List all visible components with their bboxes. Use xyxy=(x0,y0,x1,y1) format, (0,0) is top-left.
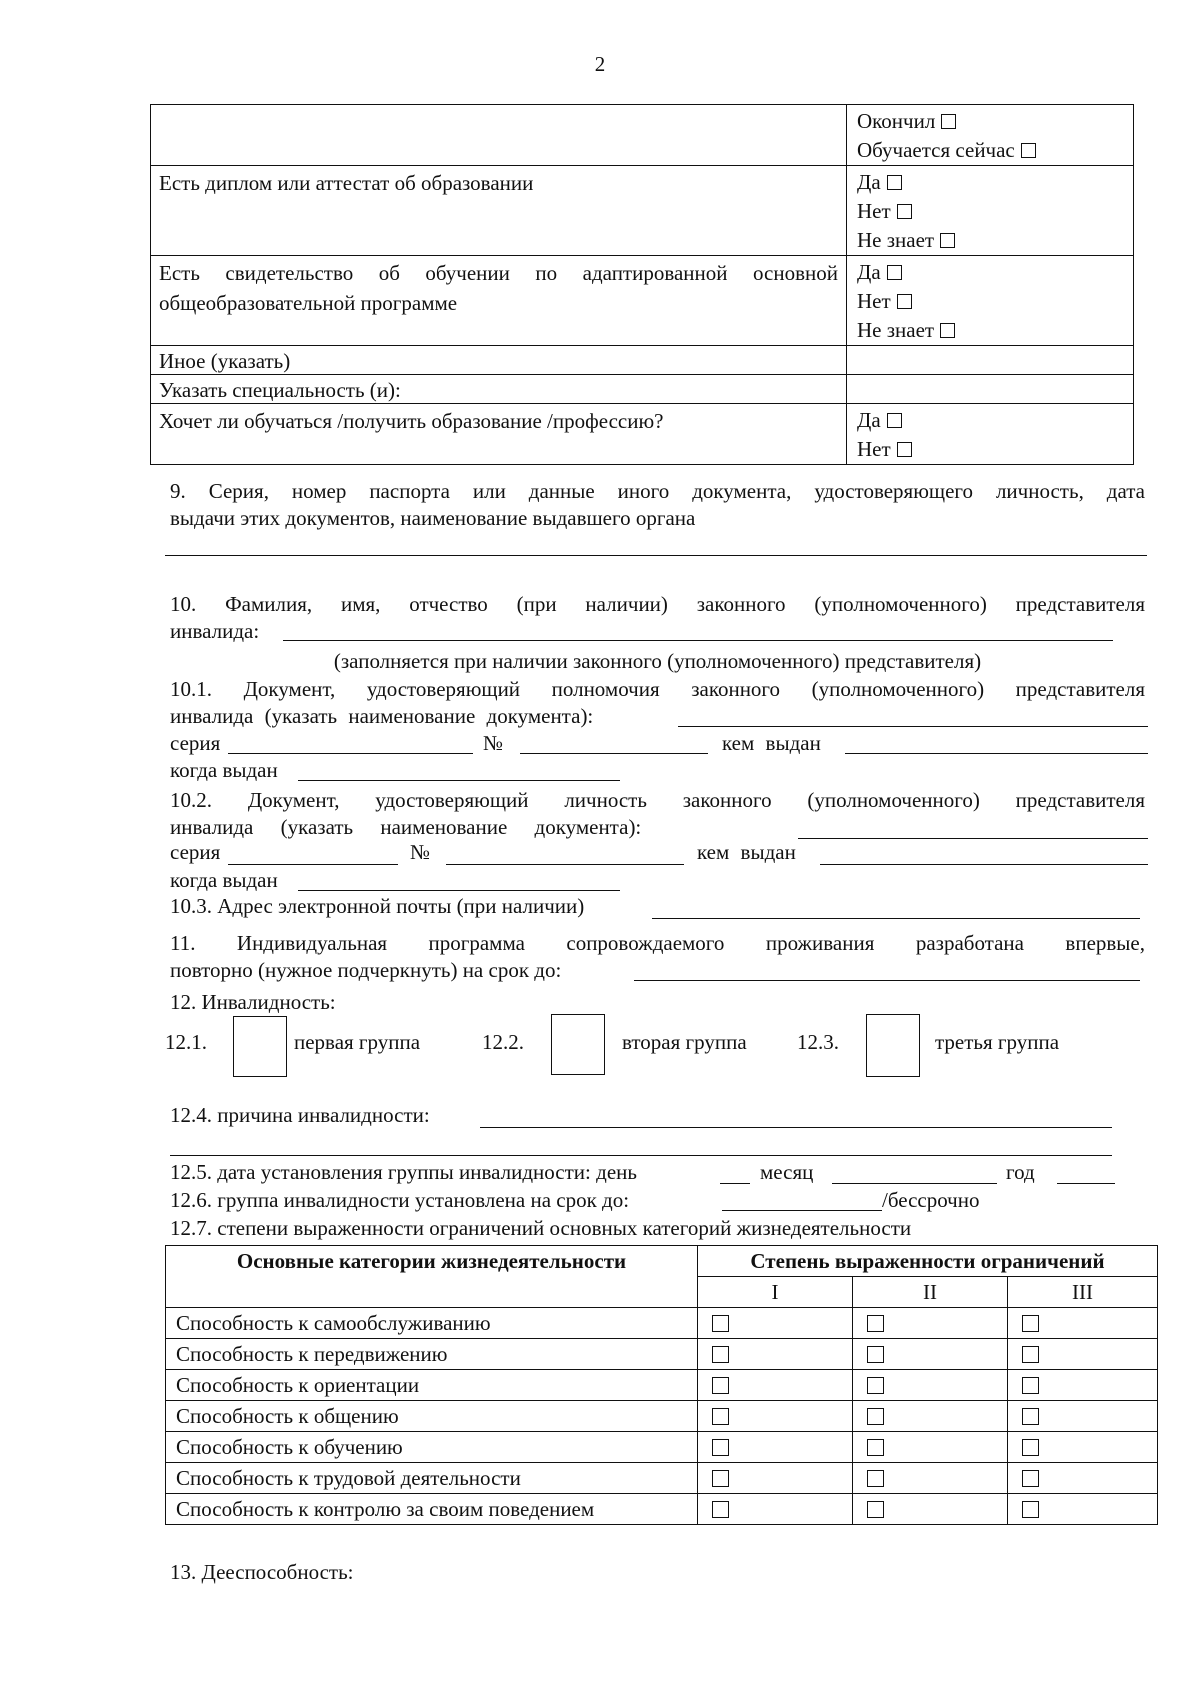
diploma-label: Есть диплом или аттестат об образовании xyxy=(151,166,847,256)
wants-education-label: Хочет ли обучаться /получить образование /профессию? xyxy=(151,404,847,465)
behavior-degree-2-checkbox[interactable] xyxy=(867,1501,884,1518)
degree-1-header: I xyxy=(698,1277,853,1308)
page-number: 2 xyxy=(594,52,606,76)
group-1-checkbox[interactable] xyxy=(233,1016,287,1077)
communication-degree-1-checkbox[interactable] xyxy=(712,1408,729,1425)
behavior-degree-3-checkbox[interactable] xyxy=(1022,1501,1039,1518)
degree-2-header: II xyxy=(853,1277,1008,1308)
year-input[interactable] xyxy=(1057,1183,1115,1184)
section-10-3-label: 10.3. Адрес электронной почты (при наличии) xyxy=(170,894,585,918)
studying-now-checkbox[interactable] xyxy=(1021,143,1036,158)
issued-when-label-2: когда выдан xyxy=(170,868,278,892)
self-care-degree-3-checkbox[interactable] xyxy=(1022,1315,1039,1332)
limitations-table xyxy=(165,1245,1158,1525)
issued-when-input-1[interactable] xyxy=(298,780,620,781)
representative-name-line[interactable] xyxy=(283,640,1113,641)
wants-no-checkbox[interactable] xyxy=(897,442,912,457)
work-degree-2-checkbox[interactable] xyxy=(867,1470,884,1487)
group-3-number: 12.3. xyxy=(797,1030,839,1054)
number-input-2[interactable] xyxy=(446,864,684,865)
finished-checkbox[interactable] xyxy=(941,114,956,129)
learning-degree-1-checkbox[interactable] xyxy=(712,1439,729,1456)
option-label: Не знает xyxy=(857,228,935,252)
group-1-number: 12.1. xyxy=(165,1030,207,1054)
passport-input-line[interactable] xyxy=(165,555,1147,556)
table-row xyxy=(151,105,1134,166)
group-2-number: 12.2. xyxy=(482,1030,524,1054)
degree-title: 12.7. степени выраженности ограничений основных категорий жизнедеятельности xyxy=(170,1216,912,1240)
option-label: Нет xyxy=(857,437,891,461)
option-label: Да xyxy=(857,260,881,284)
section-10 xyxy=(170,591,1145,645)
table-row xyxy=(166,1370,1158,1401)
series-input-2[interactable] xyxy=(228,864,398,865)
table-row xyxy=(166,1339,1158,1370)
section-10-2-line1: 10.2. Документ, удостоверяющий личность законного (уполномоченного) представителя xyxy=(170,788,1145,812)
learning-degree-3-checkbox[interactable] xyxy=(1022,1439,1039,1456)
movement-degree-1-checkbox[interactable] xyxy=(712,1346,729,1363)
cause-input-line-1[interactable] xyxy=(480,1127,1112,1128)
doc-name-line-1[interactable] xyxy=(678,726,1148,727)
doc-name-line-2[interactable] xyxy=(798,838,1148,839)
cause-input-line-2[interactable] xyxy=(170,1155,1112,1156)
table-row xyxy=(151,404,1134,465)
issued-by-label-2: кем выдан xyxy=(697,840,796,864)
term-label: 12.6. группа инвалидности установлена на срок до: xyxy=(170,1188,630,1212)
number-label-1: № xyxy=(483,731,504,755)
table-row xyxy=(166,1432,1158,1463)
series-input-1[interactable] xyxy=(228,753,473,754)
table-row xyxy=(166,1401,1158,1432)
orientation-degree-3-checkbox[interactable] xyxy=(1022,1377,1039,1394)
category-communication: Способность к общению xyxy=(166,1401,698,1432)
day-input[interactable] xyxy=(720,1183,750,1184)
table-row xyxy=(166,1463,1158,1494)
wants-education-options xyxy=(847,404,1134,465)
education-status-options xyxy=(847,105,1134,166)
diploma-options xyxy=(847,166,1134,256)
table-row xyxy=(151,166,1134,256)
degree-column-header: Степень выраженности ограничений xyxy=(698,1246,1158,1277)
table-row xyxy=(166,1308,1158,1339)
movement-degree-2-checkbox[interactable] xyxy=(867,1346,884,1363)
education-table xyxy=(150,104,1134,465)
certificate-options xyxy=(847,256,1134,346)
month-label: месяц xyxy=(760,1160,814,1184)
certificate-label: Есть свидетельство об обучении по адаптированной основной общеобразовательной программе xyxy=(151,256,847,346)
work-degree-3-checkbox[interactable] xyxy=(1022,1470,1039,1487)
group-3-checkbox[interactable] xyxy=(866,1014,920,1077)
learning-degree-2-checkbox[interactable] xyxy=(867,1439,884,1456)
certificate-unknown-checkbox[interactable] xyxy=(940,323,955,338)
group-2-label: вторая группа xyxy=(622,1030,747,1054)
section-10-2 xyxy=(170,787,1145,841)
behavior-degree-1-checkbox[interactable] xyxy=(712,1501,729,1518)
group-1-label: первая группа xyxy=(294,1030,421,1054)
issued-by-input-2[interactable] xyxy=(820,864,1148,865)
certificate-no-checkbox[interactable] xyxy=(897,294,912,309)
category-learning: Способность к обучению xyxy=(166,1432,698,1463)
table-row xyxy=(151,346,1134,375)
option-label: Да xyxy=(857,170,881,194)
specialty-input[interactable] xyxy=(847,375,1134,404)
term-input[interactable] xyxy=(722,1210,882,1211)
option-label: Нет xyxy=(857,199,891,223)
category-self-care: Способность к самообслуживанию xyxy=(166,1308,698,1339)
category-movement: Способность к передвижению xyxy=(166,1339,698,1370)
table-row xyxy=(166,1494,1158,1525)
orientation-degree-2-checkbox[interactable] xyxy=(867,1377,884,1394)
section-10-line1: 10. Фамилия, имя, отчество (при наличии) законного (уполномоченного) представителя xyxy=(170,592,1145,616)
self-care-degree-2-checkbox[interactable] xyxy=(867,1315,884,1332)
option-label: Не знает xyxy=(857,318,935,342)
month-input[interactable] xyxy=(832,1183,997,1184)
degree-3-header: III xyxy=(1008,1277,1158,1308)
number-label-2: № xyxy=(410,840,431,864)
section-11 xyxy=(170,930,1145,984)
option-label: Нет xyxy=(857,289,891,313)
program-term-line[interactable] xyxy=(634,980,1140,981)
option-label: Обучается сейчас xyxy=(857,138,1015,162)
diploma-no-checkbox[interactable] xyxy=(897,204,912,219)
category-work: Способность к трудовой деятельности xyxy=(166,1463,698,1494)
section-11-line2: повторно (нужное подчеркнуть) на срок до: xyxy=(170,958,562,982)
diploma-yes-checkbox[interactable] xyxy=(887,175,902,190)
category-behavior-control: Способность к контролю за своим поведением xyxy=(166,1494,698,1525)
work-degree-1-checkbox[interactable] xyxy=(712,1470,729,1487)
section-10-1 xyxy=(170,676,1145,730)
section-12-title: 12. Инвалидность: xyxy=(170,990,336,1014)
year-label: год xyxy=(1006,1160,1035,1184)
table-header-row xyxy=(166,1246,1158,1277)
section-10-note: (заполняется при наличии законного (уполномоченного) представителя) xyxy=(333,649,982,673)
section-10-2-line2: инвалида (указать наименование документа): xyxy=(170,815,642,839)
other-label: Иное (указать) xyxy=(151,346,847,375)
orientation-degree-1-checkbox[interactable] xyxy=(712,1377,729,1394)
series-label-2: серия xyxy=(170,840,221,864)
section-9-line2: выдачи этих документов, наименование выдавшего органа xyxy=(170,506,696,530)
section-9 xyxy=(170,478,1145,532)
cause-label: 12.4. причина инвалидности: xyxy=(170,1103,430,1127)
number-input-1[interactable] xyxy=(520,753,708,754)
wants-yes-checkbox[interactable] xyxy=(887,413,902,428)
table-row xyxy=(151,256,1134,346)
category-orientation: Способность к ориентации xyxy=(166,1370,698,1401)
section-11-line1: 11. Индивидуальная программа сопровождаемого проживания разработана впервые, xyxy=(170,931,1145,955)
issued-by-input-1[interactable] xyxy=(845,753,1148,754)
diploma-unknown-checkbox[interactable] xyxy=(940,233,955,248)
issued-when-label-1: когда выдан xyxy=(170,758,278,782)
communication-degree-2-checkbox[interactable] xyxy=(867,1408,884,1425)
section-10-1-line2: инвалида (указать наименование документа): xyxy=(170,704,594,728)
email-input-line[interactable] xyxy=(652,918,1140,919)
date-label: 12.5. дата установления группы инвалидности: день xyxy=(170,1160,637,1184)
group-2-checkbox[interactable] xyxy=(551,1014,605,1075)
other-input[interactable] xyxy=(847,346,1134,375)
option-label: Окончил xyxy=(857,109,936,133)
section-9-line1: 9. Серия, номер паспорта или данные иного документа, удостоверяющего личность, дата xyxy=(170,479,1145,503)
self-care-degree-1-checkbox[interactable] xyxy=(712,1315,729,1332)
option-label: Да xyxy=(857,408,881,432)
section-10-1-line1: 10.1. Документ, удостоверяющий полномочия законного (уполномоченного) представителя xyxy=(170,677,1145,701)
group-3-label: третья группа xyxy=(935,1030,1060,1054)
movement-degree-3-checkbox[interactable] xyxy=(1022,1346,1039,1363)
issued-by-label-1: кем выдан xyxy=(722,731,821,755)
section-10-line2: инвалида: xyxy=(170,619,260,643)
series-label-1: серия xyxy=(170,731,221,755)
specialty-label: Указать специальность (и): xyxy=(151,375,847,404)
section-13-label: 13. Дееспособность: xyxy=(170,1560,354,1584)
table-row xyxy=(151,375,1134,404)
issued-when-input-2[interactable] xyxy=(298,890,620,891)
term-alt-label: /бессрочно xyxy=(882,1188,980,1212)
education-row-empty-label xyxy=(151,105,847,166)
category-column-header: Основные категории жизнедеятельности xyxy=(166,1246,698,1308)
communication-degree-3-checkbox[interactable] xyxy=(1022,1408,1039,1425)
certificate-yes-checkbox[interactable] xyxy=(887,265,902,280)
